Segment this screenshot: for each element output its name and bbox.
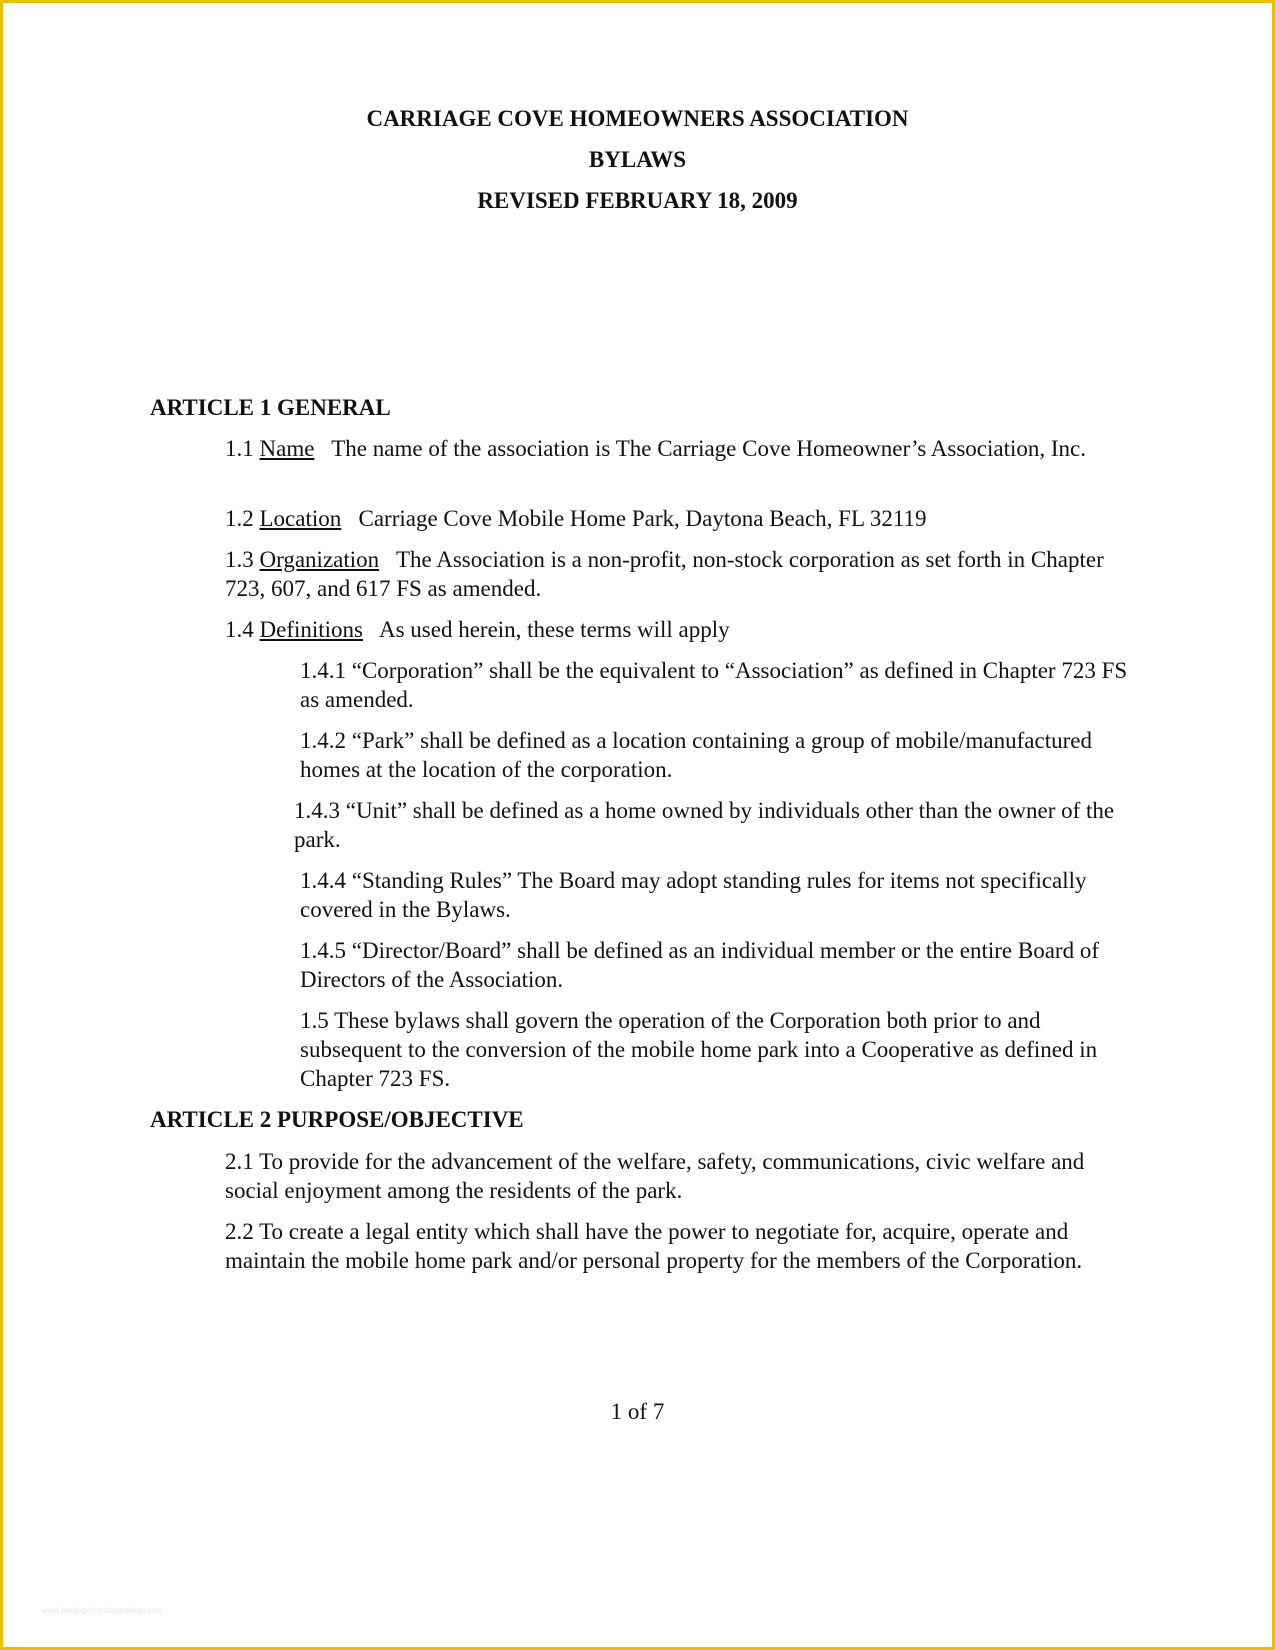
document-title: CARRIAGE COVE HOMEOWNERS ASSOCIATION bbox=[366, 106, 909, 131]
article-2-heading: ARTICLE 2 PURPOSE/OBJECTIVE bbox=[150, 1107, 524, 1132]
section-1-4 bbox=[225, 615, 1125, 644]
section-label: Name bbox=[259, 436, 315, 461]
section-1-3 bbox=[225, 545, 1125, 603]
section-number: 1.4 bbox=[225, 617, 260, 642]
section-number: 1.1 bbox=[225, 436, 260, 461]
section-text: As used herein, these terms will apply bbox=[363, 617, 730, 642]
page-number: 1 of 7 bbox=[610, 1399, 665, 1424]
definition-1-4-5: 1.4.5 “Director/Board” shall be defined as an individual member or the entire Board of Directors of the Association. bbox=[300, 938, 1099, 992]
section-2-1: 2.1 To provide for the advancement of the welfare, safety, communications, civic welfare and social enjoyment among the residents of the park. bbox=[225, 1149, 1085, 1203]
section-1-5: 1.5 These bylaws shall govern the operation of the Corporation both prior to and subsequent to the conversion of the mobile home park into a Cooperative as defined in Chapter 723 FS. bbox=[300, 1008, 1098, 1091]
section-1-2 bbox=[225, 504, 1125, 533]
definition-1-4-4: 1.4.4 “Standing Rules” The Board may adopt standing rules for items not specifically covered in the Bylaws. bbox=[300, 868, 1087, 922]
section-text: The name of the association is The Carriage Cove Homeowner’s Association, Inc. bbox=[314, 436, 1087, 461]
definition-1-4-3: 1.4.3 “Unit” shall be defined as a home owned by individuals other than the owner of the park. bbox=[294, 798, 1115, 852]
watermark-text: www.heritagechristiancollege.com bbox=[42, 1606, 163, 1615]
section-2-2: 2.2 To create a legal entity which shall have the power to negotiate for, acquire, operate and maintain the mobile home park and/or personal property for the members of the Corporation. bbox=[225, 1219, 1083, 1273]
section-1-1 bbox=[225, 434, 1125, 463]
section-label: Definitions bbox=[259, 617, 363, 642]
section-label: Location bbox=[259, 506, 342, 531]
definition-1-4-2: 1.4.2 “Park” shall be defined as a location containing a group of mobile/manufactured homes at the location of the corporation. bbox=[300, 728, 1092, 782]
section-number: 1.3 bbox=[225, 547, 260, 572]
article-1-heading: ARTICLE 1 GENERAL bbox=[150, 395, 391, 420]
section-text: Carriage Cove Mobile Home Park, Daytona Beach, FL 32119 bbox=[341, 506, 927, 531]
definition-1-4-1: 1.4.1 “Corporation” shall be the equivalent to “Association” as defined in Chapter 723 FS as amended. bbox=[300, 658, 1128, 712]
section-label: Organization bbox=[259, 547, 380, 572]
section-text: The Association is a non-profit, non-stock corporation as set forth in Chapter 723, 607, and 617 FS as amended. bbox=[225, 547, 1110, 601]
document-subtitle: BYLAWS bbox=[588, 147, 687, 172]
section-number: 1.2 bbox=[225, 506, 260, 531]
revision-date: REVISED FEBRUARY 18, 2009 bbox=[477, 188, 798, 213]
